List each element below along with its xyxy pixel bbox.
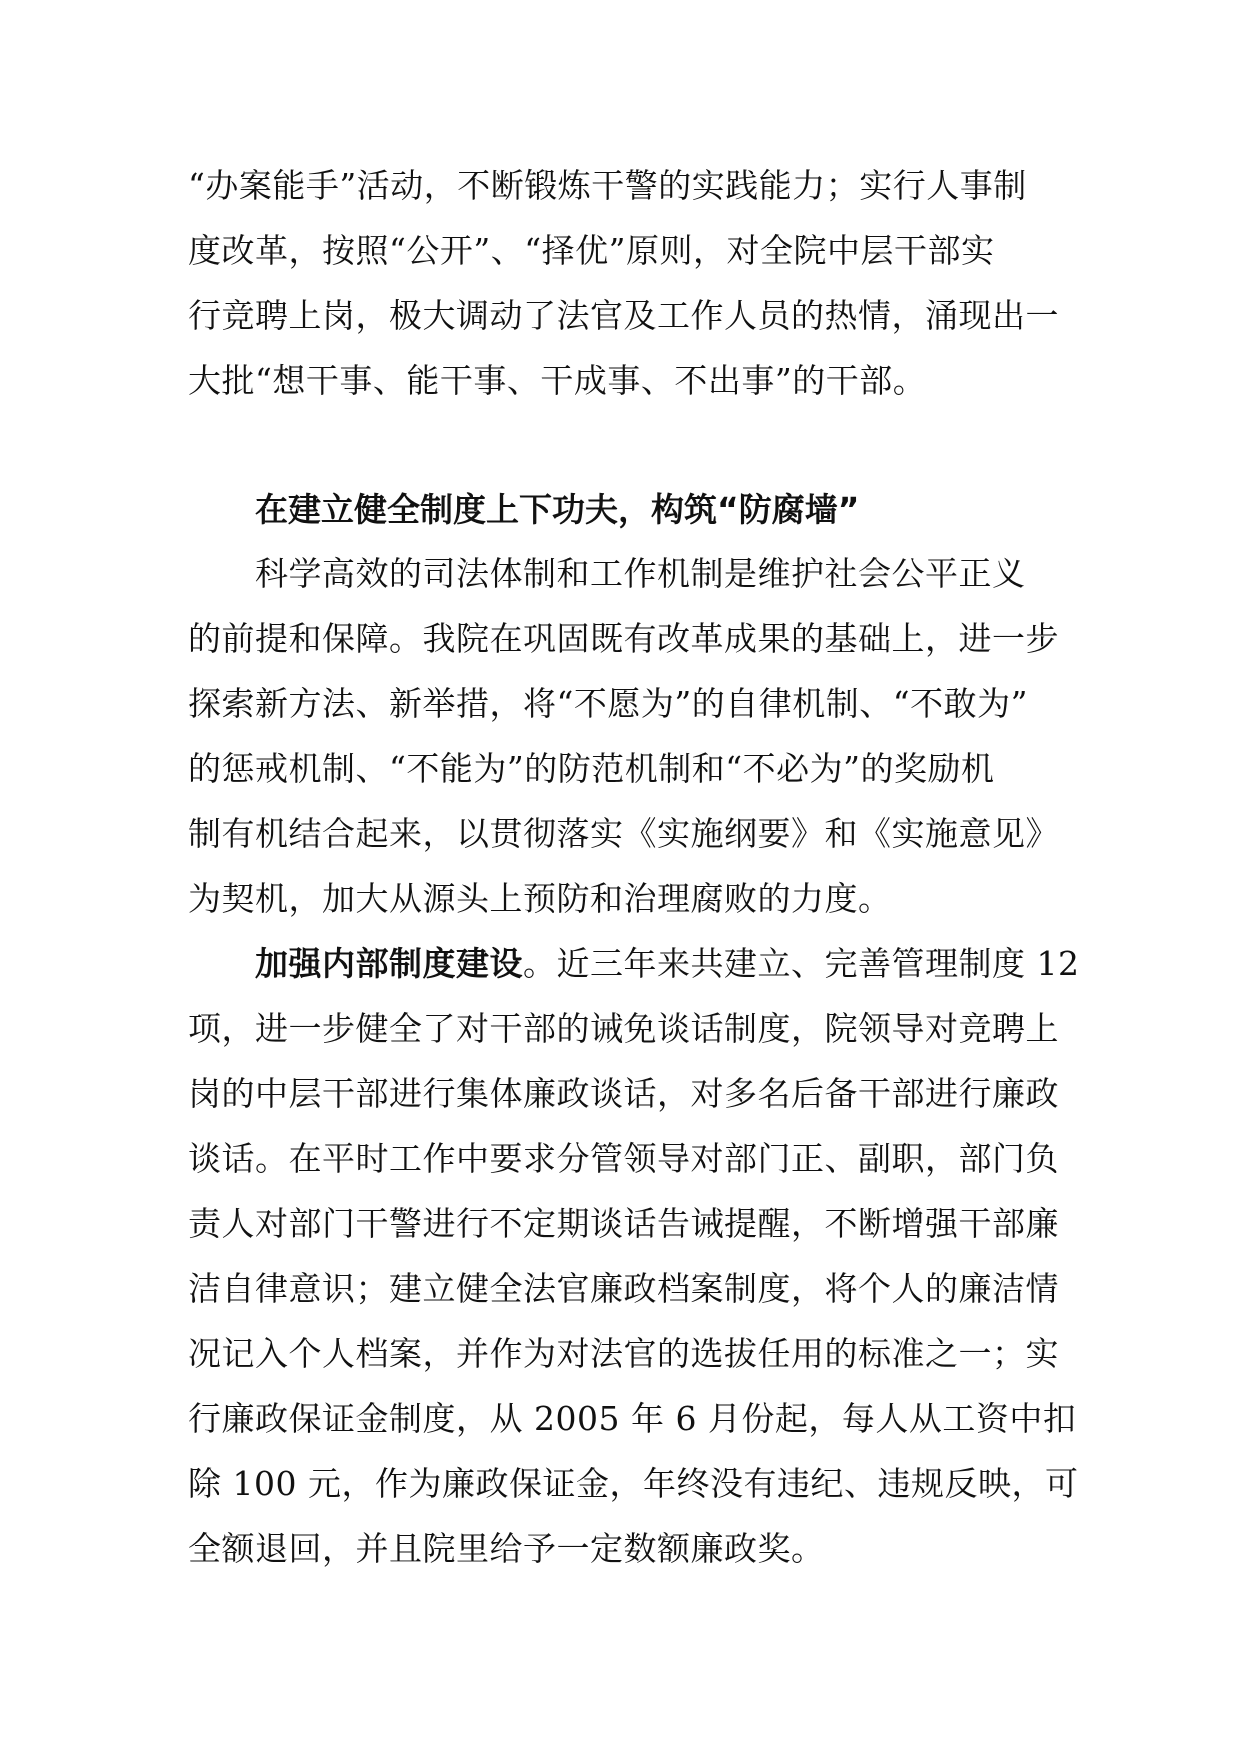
paragraph-1-line-4: 大批“想干事、能干事、干成事、不出事”的干部。	[188, 361, 927, 400]
paragraph-3-line-2: 项，进一步健全了对干部的诫免谈话制度，院领导对竞聘上	[188, 1009, 1059, 1048]
paragraph-3-line-5: 责人对部门干警进行不定期谈话告诫提醒，不断增强干部廉	[188, 1204, 1059, 1243]
paragraph-2-line-6: 为契机，加大从源头上预防和治理腐败的力度。	[188, 879, 892, 918]
section-heading: 在建立健全制度上下功夫，构筑“防腐墙”	[255, 490, 860, 529]
paragraph-3-lead: 加强内部制度建设	[255, 944, 523, 983]
paragraph-3-first-line-rest: 。近三年来共建立、完善管理制度 12	[523, 944, 1080, 983]
paragraph-2-line-4: 的惩戒机制、“不能为”的防范机制和“不必为”的奖励机	[188, 749, 995, 788]
paragraph-2-line-1: 科学高效的司法体制和工作机制是维护社会公平正义	[255, 554, 1026, 593]
paragraph-3-line-10: 全额退回，并且院里给予一定数额廉政奖。	[188, 1529, 825, 1568]
paragraph-3-line-6: 洁自律意识；建立健全法官廉政档案制度，将个人的廉洁情	[188, 1269, 1059, 1308]
paragraph-1-line-2: 度改革，按照“公开”、“择优”原则，对全院中层干部实	[188, 231, 995, 270]
paragraph-3-line-7: 况记入个人档案，并作为对法官的选拔任用的标准之一；实	[188, 1334, 1059, 1373]
paragraph-3-line-1	[255, 942, 1079, 986]
paragraph-3-line-8: 行廉政保证金制度，从 2005 年 6 月份起，每人从工资中扣	[188, 1399, 1077, 1438]
paragraph-1-line-1: “办案能手”活动，不断锻炼干警的实践能力；实行人事制	[188, 166, 1027, 205]
paragraph-3-line-3: 岗的中层干部进行集体廉政谈话，对多名后备干部进行廉政	[188, 1074, 1059, 1113]
paragraph-3-line-4: 谈话。在平时工作中要求分管领导对部门正、副职，部门负	[188, 1139, 1059, 1178]
paragraph-2-line-2: 的前提和保障。我院在巩固既有改革成果的基础上，进一步	[188, 619, 1059, 658]
paragraph-2-line-3: 探索新方法、新举措，将“不愿为”的自律机制、“不敢为”	[188, 684, 1028, 723]
paragraph-3-line-9: 除 100 元，作为廉政保证金，年终没有违纪、违规反映，可	[188, 1464, 1079, 1503]
paragraph-1-line-3: 行竞聘上岗，极大调动了法官及工作人员的热情，涌现出一	[188, 296, 1059, 335]
paragraph-2-line-5: 制有机结合起来，以贯彻落实《实施纲要》和《实施意见》	[188, 814, 1059, 853]
